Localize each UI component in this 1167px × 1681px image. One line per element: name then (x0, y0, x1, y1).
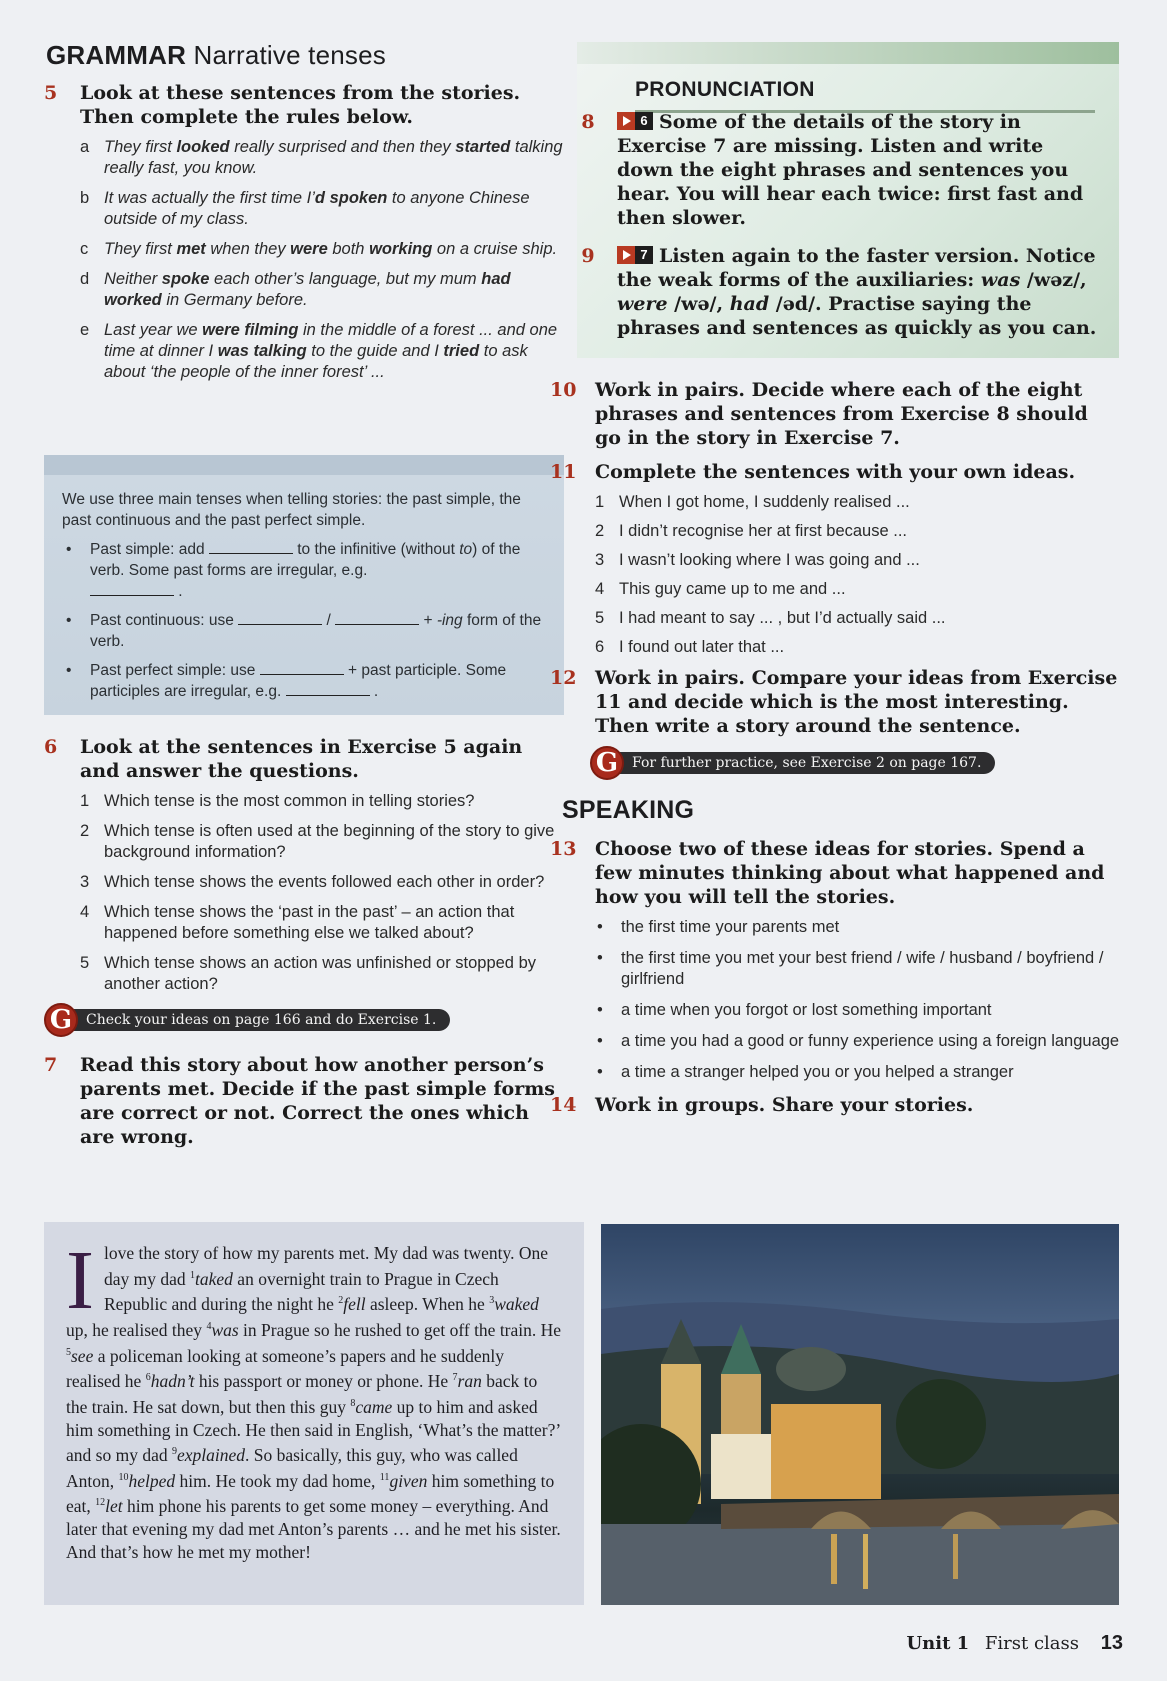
item-text: Which tense shows an action was unfinished or stopped by another action? (104, 954, 536, 993)
bullet-icon: • (66, 541, 72, 558)
buildings (711, 1434, 771, 1499)
grammar-reference-link[interactable] (590, 748, 1120, 778)
river (601, 1524, 1119, 1605)
item-letter: e (80, 321, 90, 339)
item-letter: b (80, 189, 90, 207)
drop-cap: I (66, 1234, 94, 1327)
bullet-icon: • (597, 1032, 603, 1050)
story-idea (595, 1062, 1120, 1083)
exercise-12 (550, 666, 1120, 738)
exercise-instruction: Work in groups. Share your stories. (595, 1094, 974, 1116)
answer-blank[interactable] (335, 612, 419, 625)
dome (776, 1347, 846, 1391)
exercise-11 (550, 460, 1120, 484)
rule-item (62, 539, 546, 602)
section-topic: Narrative tenses (193, 40, 386, 70)
item-text: Last year we were filming in the middle of a forest ... and one time at dinner I was talking to the guide and I tried to ask about ‘the people of the inner forest’ ... (104, 321, 558, 381)
rule-item (62, 660, 546, 702)
item-number: 1 (595, 493, 605, 511)
exercise-number: 8 (581, 111, 595, 133)
exercise-number: 7 (44, 1054, 58, 1076)
item-text: the first time you met your best friend / wife / husband / boyfriend / girlfriend (621, 949, 1104, 988)
example-sentences (80, 137, 564, 383)
light-reflection (831, 1534, 837, 1584)
exercise-10 (550, 378, 1120, 450)
grammar-reference-link[interactable] (44, 1005, 564, 1035)
city-illustration (601, 1224, 1119, 1605)
item-text: They first met when they were both working on a cruise ship. (104, 240, 558, 258)
grammar-section-title (46, 40, 564, 71)
item-text: I wasn’t looking where I was going and ... (619, 551, 920, 569)
exercise-number: 10 (550, 379, 577, 401)
question-item (80, 953, 564, 995)
question-item (80, 872, 564, 893)
section-label: GRAMMAR (46, 40, 187, 70)
item-number: 5 (80, 954, 90, 972)
item-number: 4 (80, 903, 90, 921)
sentence-starter (595, 550, 1120, 571)
sentence-starter (595, 579, 1120, 600)
exercise-6 (44, 735, 564, 783)
exercise-9 (559, 244, 1099, 340)
right-column (550, 378, 1120, 1125)
sentence-starters (595, 492, 1120, 658)
item-letter: c (80, 240, 89, 258)
audio-track-button[interactable] (617, 246, 653, 264)
pronunciation-box (577, 42, 1119, 358)
exercise-number: 6 (44, 736, 58, 758)
story-idea (595, 948, 1120, 990)
track-number: 6 (635, 112, 653, 130)
item-letter: a (80, 138, 90, 156)
exercise-instruction: Work in pairs. Decide where each of the eight phrases and sentences from Exercise 8 should go in the story in Exercise 7. (595, 379, 1088, 449)
left-column (44, 40, 564, 392)
exercise-13 (550, 837, 1120, 909)
example-sentence (80, 239, 564, 260)
sentence-starter (595, 521, 1120, 542)
bullet-icon: • (66, 612, 72, 629)
rules-intro: We use three main tenses when telling stories: the past simple, the past continuous and the past perfect simple. (62, 491, 521, 529)
unit-title: First class (984, 1633, 1080, 1654)
story-idea (595, 917, 1120, 938)
exercise-8 (559, 110, 1099, 230)
bullet-icon: • (597, 1001, 603, 1019)
sentence-starter (595, 608, 1120, 629)
trees (896, 1379, 986, 1469)
item-text: the first time your parents met (621, 918, 840, 936)
story-idea (595, 1031, 1120, 1052)
item-number: 6 (595, 638, 605, 656)
grammar-reference-text: Check your ideas on page 166 and do Exercise 1. (68, 1009, 450, 1031)
item-text: Which tense is the most common in telling stories? (104, 792, 475, 810)
example-sentence (80, 320, 564, 383)
exercise-instruction: Look at the sentences in Exercise 5 again and answer the questions. (80, 736, 523, 782)
answer-blank[interactable] (260, 662, 344, 675)
question-item (80, 791, 564, 812)
story-text: love the story of how my parents met. My dad was twenty. One day my dad $^1$taked an overnight train to Prague in Czech Republic and during the night he $^2$fell asleep. When he $^3$waked up, he realised they $^4$was in Prague so he rushed to get off the train. He $^5$see a policeman looking at someone’s papers and he suddenly realised he $^6$hadn’t his passport or money or phone. He $^7$ran back to the train. He sat down, but then this guy $^8$came up to him and asked him something in Czech. He then said in English, ‘What’s the matter?’ and so my dad $^9$explained. So basically, this guy, who was called Anton, $^{10}$helped him. He took my dad home, $^{11}$given him something to eat, $^{12}$let him phone his parents to get some money – everything. And later that evening my dad met Anton’s parents … and he met his sister. And that’s how he met my mother! (66, 1243, 562, 1563)
pronunciation-title: PRONUNCIATION (635, 78, 815, 101)
question-item (80, 821, 564, 863)
pronunciation-header-bar (577, 42, 1119, 64)
item-text: This guy came up to me and ... (619, 580, 846, 598)
story-idea (595, 1000, 1120, 1021)
question-list (80, 791, 564, 995)
exercise-instruction: Work in pairs. Compare your ideas from Exercise 11 and decide which is the most interesting. Then write a story around the sentence. (595, 667, 1118, 737)
rule-text: Past perfect simple: use + past participle. Some participles are irregular, e.g. . (90, 662, 507, 700)
page-number: 13 (1100, 1632, 1123, 1654)
play-icon (617, 112, 635, 130)
exercise-number: 11 (550, 461, 577, 483)
exercise-number: 5 (44, 82, 58, 104)
answer-blank[interactable] (286, 683, 370, 696)
grammar-rules-box (44, 455, 564, 715)
item-text: Which tense shows the ‘past in the past’ – an action that happened before something else we talked about? (104, 903, 515, 942)
exercise-7 (44, 1053, 564, 1149)
item-number: 3 (595, 551, 605, 569)
item-text: I didn’t recognise her at first because ... (619, 522, 907, 540)
answer-blank[interactable] (209, 541, 293, 554)
page-footer (906, 1632, 1123, 1655)
speaking-section-title: SPEAKING (562, 796, 695, 824)
example-sentence (80, 188, 564, 230)
item-text: I found out later that ... (619, 638, 785, 656)
story-box (44, 1222, 584, 1605)
item-number: 5 (595, 609, 605, 627)
left-column-lower (44, 735, 564, 1157)
grammar-reference-text: For further practice, see Exercise 2 on page 167. (614, 752, 995, 774)
item-letter: d (80, 270, 90, 288)
exercise-number: 13 (550, 838, 577, 860)
item-text: a time a stranger helped you or you helped a stranger (621, 1063, 1014, 1081)
exercise-instruction: Listen again to the faster version. Notice the weak forms of the auxiliaries: was /wəz/, were /wə/, had /əd/. Practise saying the phrases and sentences as quickly as you can. (617, 245, 1097, 339)
bridge (721, 1494, 1119, 1529)
rules-list (62, 539, 546, 702)
bullet-icon: • (66, 662, 72, 679)
rule-text: Past simple: add to the infinitive (without to) of the verb. Some past forms are irregular, e.g. . (90, 541, 521, 600)
question-item (80, 902, 564, 944)
grammar-g-icon: G (44, 1003, 78, 1037)
item-number: 2 (595, 522, 605, 540)
buildings (771, 1404, 881, 1499)
item-number: 4 (595, 580, 605, 598)
sentence-starter (595, 492, 1120, 513)
exercise-instruction: Complete the sentences with your own ideas. (595, 461, 1076, 483)
item-text: a time you had a good or funny experience using a foreign language (621, 1032, 1120, 1050)
example-sentence (80, 269, 564, 311)
sentence-starter (595, 637, 1120, 658)
prague-photo (601, 1224, 1119, 1605)
exercise-14 (550, 1093, 1120, 1117)
answer-blank[interactable] (238, 612, 322, 625)
exercise-number: 12 (550, 667, 577, 689)
item-text: When I got home, I suddenly realised ... (619, 493, 910, 511)
exercise-instruction: Some of the details of the story in Exercise 7 are missing. Listen and write down the eight phrases and sentences you hear. You will hear each twice: first fast and then slower. (617, 111, 1084, 229)
light-reflection (953, 1534, 958, 1579)
item-text: Neither spoke each other’s language, but my mum had worked in Germany before. (104, 270, 511, 309)
exercise-instruction: Read this story about how another person’s parents met. Decide if the past simple forms are correct or not. Correct the ones which are wrong. (80, 1054, 555, 1148)
bullet-icon: • (597, 1063, 603, 1081)
grammar-g-icon: G (590, 746, 624, 780)
item-number: 3 (80, 873, 90, 891)
exercise-number: 14 (550, 1094, 577, 1116)
item-number: 1 (80, 792, 90, 810)
item-text: It was actually the first time I’d spoken to anyone Chinese outside of my class. (104, 189, 530, 228)
bullet-icon: • (597, 949, 603, 967)
example-sentence (80, 137, 564, 179)
unit-number: Unit 1 (906, 1633, 970, 1654)
light-reflection (863, 1534, 868, 1589)
rule-text: Past continuous: use / + -ing form of the verb. (90, 612, 542, 650)
exercise-5 (44, 81, 564, 129)
bullet-icon: • (597, 918, 603, 936)
item-number: 2 (80, 822, 90, 840)
track-number: 7 (635, 246, 653, 264)
exercise-instruction: Look at these sentences from the stories. Then complete the rules below. (80, 82, 521, 128)
play-icon (617, 246, 635, 264)
rule-item (62, 610, 546, 652)
item-text: Which tense shows the events followed each other in order? (104, 873, 545, 891)
item-text: They first looked really surprised and then they started talking really fast, you know. (104, 138, 563, 177)
answer-blank[interactable] (90, 583, 174, 596)
item-text: I had meant to say ... , but I’d actually said ... (619, 609, 946, 627)
story-ideas-list (595, 917, 1120, 1083)
exercise-instruction: Choose two of these ideas for stories. Spend a few minutes thinking about what happened and how you will tell the stories. (595, 838, 1105, 908)
item-text: a time when you forgot or lost something important (621, 1001, 992, 1019)
audio-track-button[interactable] (617, 112, 653, 130)
exercise-number: 9 (581, 245, 595, 267)
item-text: Which tense is often used at the beginning of the story to give background information? (104, 822, 555, 861)
